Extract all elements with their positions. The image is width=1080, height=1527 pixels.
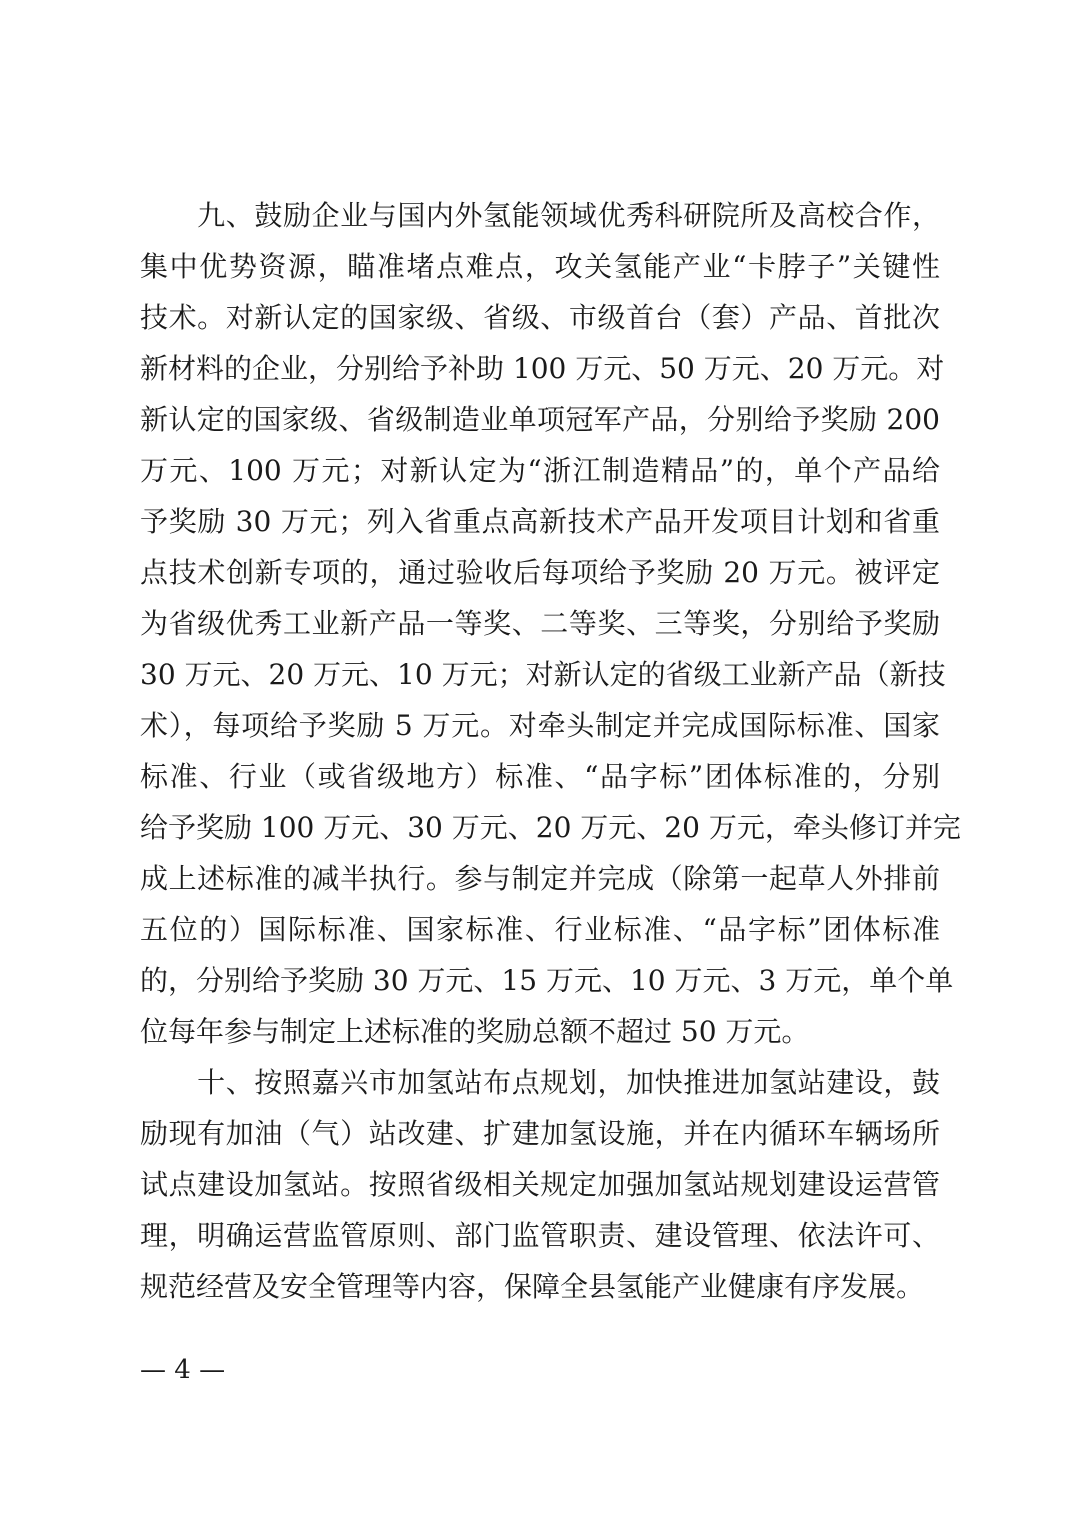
text-line: 标准、行业（或省级地方）标准、“品字标”团体标准的，分别 [140, 760, 940, 793]
text-line: 九、鼓励企业与国内外氢能领域优秀科研院所及高校合作， [140, 199, 940, 232]
text-line: 成上述标准的减半执行。参与制定并完成（除第一起草人外排前 [140, 862, 940, 895]
page-number: — 4 — [140, 1355, 226, 1385]
text-line: 的，分别给予奖励 30 万元、15 万元、10 万元、3 万元，单个单 [140, 964, 954, 997]
text-line: 位每年参与制定上述标准的奖励总额不超过 50 万元。 [140, 1015, 810, 1048]
text-line: 万元、100 万元；对新认定为“浙江制造精品”的，单个产品给 [140, 454, 940, 487]
text-line: 30 万元、20 万元、10 万元；对新认定的省级工业新产品（新技 [140, 658, 946, 691]
document-body [140, 190, 961, 1312]
text-line: 集中优势资源，瞄准堵点难点，攻关氢能产业“卡脖子”关键性 [140, 250, 940, 283]
text-line: 为省级优秀工业新产品一等奖、二等奖、三等奖，分别给予奖励 [140, 607, 940, 640]
text-line: 试点建设加氢站。按照省级相关规定加强加氢站规划建设运营管 [140, 1168, 940, 1201]
text-line: 新材料的企业，分别给予补助 100 万元、50 万元、20 万元。对 [140, 352, 945, 385]
text-line: 励现有加油（气）站改建、扩建加氢设施，并在内循环车辆场所 [140, 1117, 940, 1150]
paragraph-ten [140, 1057, 940, 1312]
text-line: 十、按照嘉兴市加氢站布点规划，加快推进加氢站建设，鼓 [140, 1066, 940, 1099]
text-line: 五位的）国际标准、国家标准、行业标准、“品字标”团体标准 [140, 913, 940, 946]
text-line: 予奖励 30 万元；列入省重点高新技术产品开发项目计划和省重 [140, 505, 940, 538]
text-line: 点技术创新专项的，通过验收后每项给予奖励 20 万元。被评定 [140, 556, 940, 589]
text-line: 技术。对新认定的国家级、省级、市级首台（套）产品、首批次 [140, 301, 940, 334]
paragraph-nine [140, 190, 961, 1057]
text-line: 新认定的国家级、省级制造业单项冠军产品，分别给予奖励 200 [140, 403, 940, 436]
text-line: 规范经营及安全管理等内容，保障全县氢能产业健康有序发展。 [140, 1270, 925, 1303]
text-line: 术），每项给予奖励 5 万元。对牵头制定并完成国际标准、国家 [140, 709, 940, 742]
text-line: 理，明确运营监管原则、部门监管职责、建设管理、依法许可、 [140, 1219, 940, 1252]
text-line: 给予奖励 100 万元、30 万元、20 万元、20 万元，牵头修订并完 [140, 811, 961, 844]
